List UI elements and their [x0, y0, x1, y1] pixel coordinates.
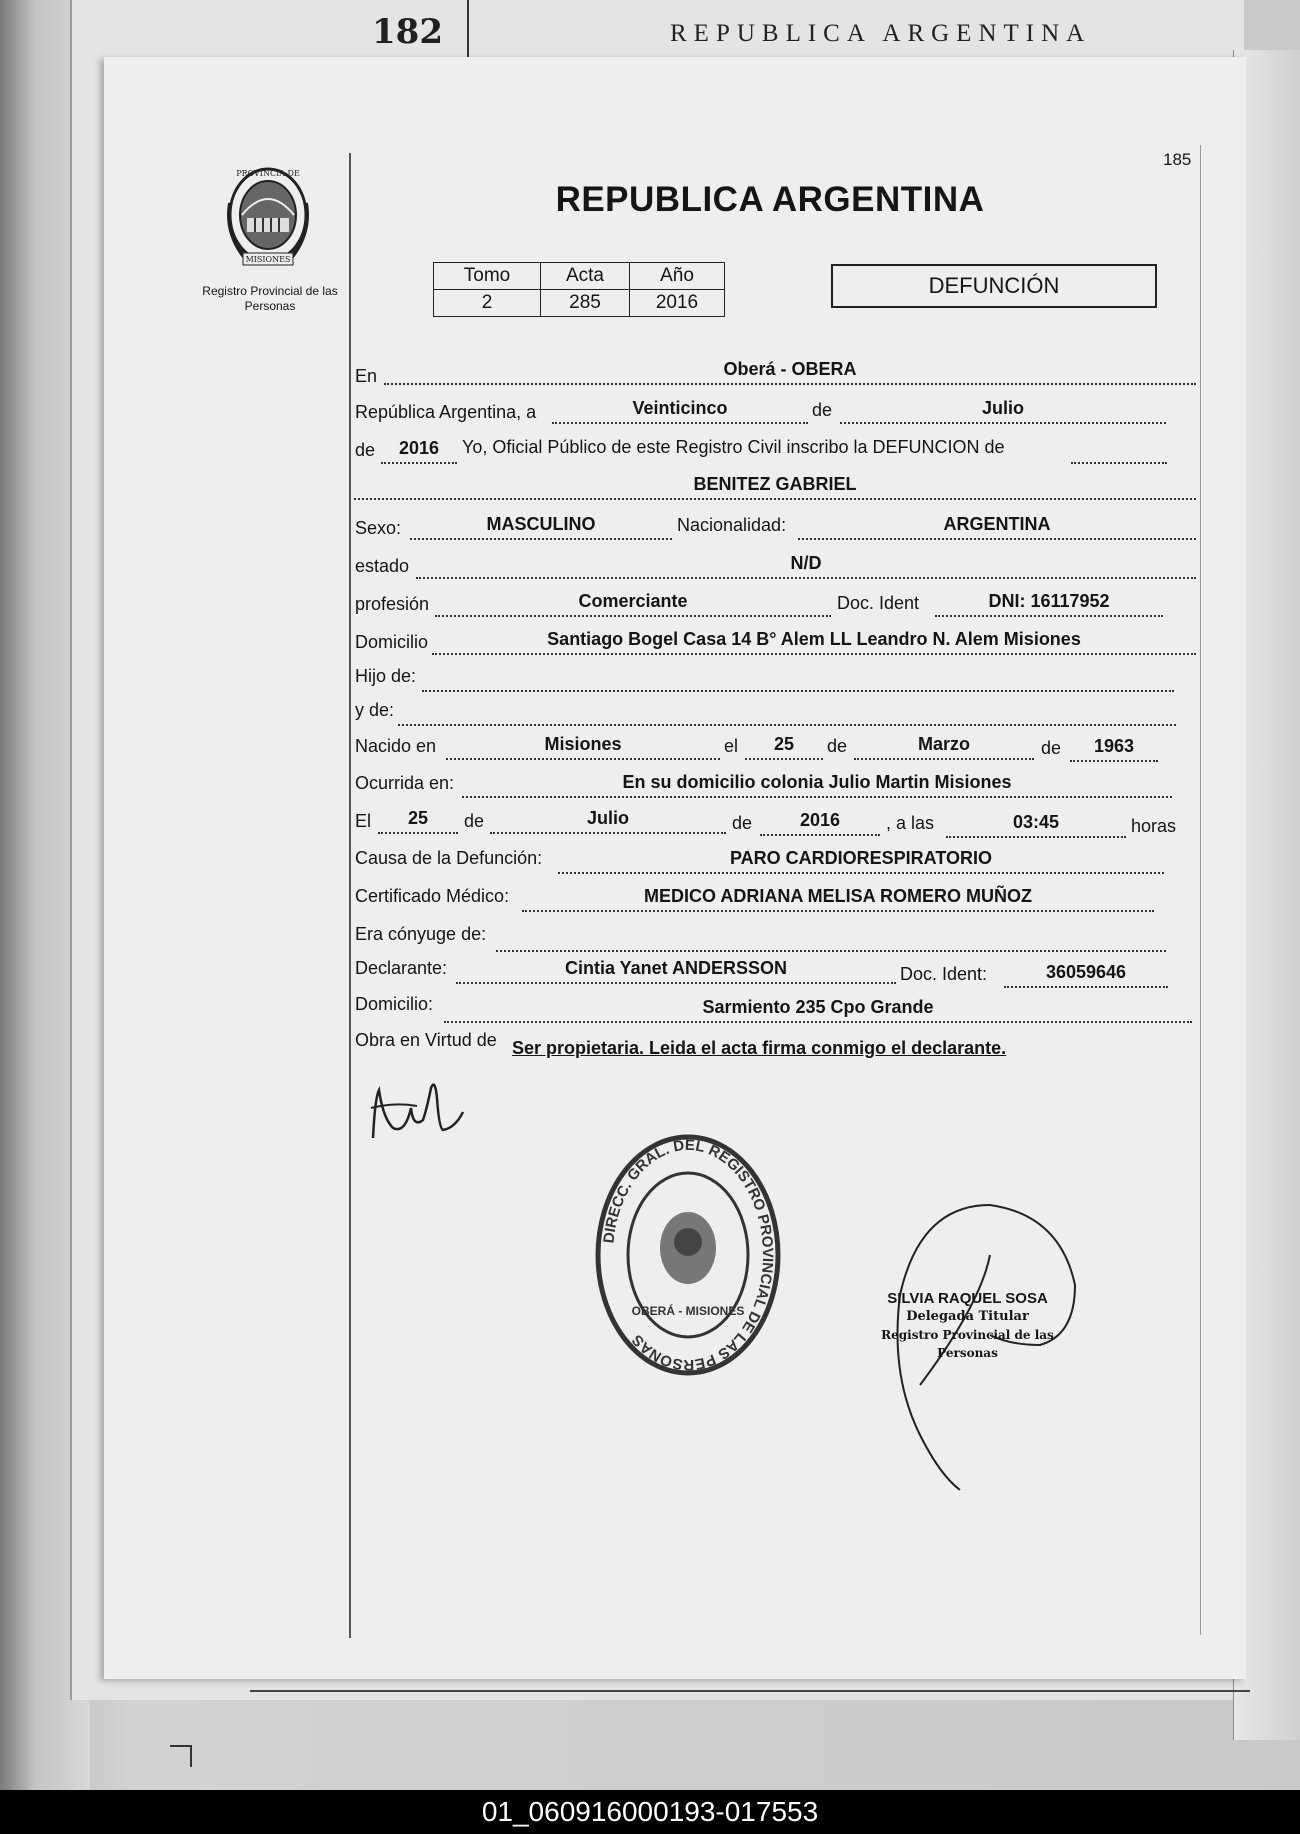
sexo-label: Sexo: [355, 518, 402, 538]
birth-month-field: Marzo [854, 732, 1034, 760]
dni-field: DNI: 16117952 [935, 589, 1163, 617]
table-cell: 2016 [630, 290, 725, 317]
delegate-office: Registro Provincial de las Personas [881, 1328, 1054, 1360]
death-month-field: Julio [490, 806, 726, 834]
declarant-address-field: Sarmiento 235 Cpo Grande [444, 995, 1192, 1023]
death-day-field: 25 [378, 806, 458, 834]
mother-field [398, 698, 1176, 726]
el-label: el [724, 736, 739, 756]
en-label: En [355, 366, 378, 386]
death-time-field: 03:45 [946, 810, 1126, 838]
emblem-top-text: PROVINCIA DE [236, 169, 300, 178]
estado-label: estado [355, 556, 410, 576]
de-label: de [1041, 738, 1062, 758]
signature-icon [365, 1068, 475, 1148]
declarant-field: Cintia Yanet ANDERSSON [456, 956, 896, 984]
profession-field: Comerciante [435, 589, 831, 617]
nacionalidad-label: Nacionalidad: [677, 515, 787, 535]
delegate-stamp [850, 1290, 1085, 1362]
month-field: Julio [840, 396, 1166, 424]
medical-certificate-field: MEDICO ADRIANA MELISA ROMERO MUÑOZ [522, 884, 1154, 912]
seal-inner-text: OBERÁ - MISIONES [631, 1304, 745, 1318]
document-id: 01_060916000193-017553 [481, 1796, 819, 1827]
domicilio2-label: Domicilio: [355, 994, 434, 1014]
birth-place-field: Misiones [446, 732, 720, 760]
declarant-dni-field: 36059646 [1004, 960, 1168, 988]
doc-ident-label: Doc. Ident: [900, 964, 988, 984]
place-field: Oberá - OBERA [384, 357, 1196, 385]
domicilio-label: Domicilio [355, 632, 429, 652]
official-seal-icon [588, 1130, 788, 1380]
table-header: Año [630, 263, 725, 290]
inscribo-text: Yo, Oficial Público de este Registro Civil inscribo la DEFUNCION de [462, 437, 1005, 457]
certificado-label: Certificado Médico: [355, 886, 510, 906]
table-header: Acta [541, 263, 630, 290]
de-label: de [732, 813, 753, 833]
horas-label: horas [1131, 816, 1177, 836]
de-label: de [827, 736, 848, 756]
year-field: 2016 [381, 436, 457, 464]
provincial-emblem-icon [225, 163, 311, 271]
de-label: de [464, 811, 485, 831]
page-title: REPUBLICA ARGENTINA [555, 180, 985, 219]
day-field: Veinticinco [552, 396, 808, 424]
page-number: 185 [1163, 150, 1192, 169]
back-page-number: 182 [372, 12, 443, 52]
address-field: Santiago Bogel Casa 14 B° Alem LL Leandro N. Alem Misiones [432, 627, 1196, 655]
emblem-bottom-text: MISIONES [245, 255, 291, 264]
spouse-field [496, 924, 1166, 952]
de-label: de [355, 440, 376, 460]
back-page-title: REPUBLICA ARGENTINA [670, 20, 1092, 47]
tomo-acta-table [433, 262, 725, 317]
civil-status-field: N/D [416, 551, 1196, 579]
conyuge-label: Era cónyuge de: [355, 924, 487, 944]
republica-label: República Argentina, a [355, 402, 537, 422]
nacido-label: Nacido en [355, 736, 437, 756]
table-cell: 285 [541, 290, 630, 317]
causa-label: Causa de la Defunción: [355, 848, 543, 868]
birth-day-field: 25 [745, 732, 823, 760]
obra-label: Obra en Virtud de [355, 1030, 497, 1050]
father-field [422, 664, 1174, 692]
hijo-label: Hijo de: [355, 666, 417, 686]
doc-ident-label: Doc. Ident [837, 593, 920, 613]
alas-label: , a las [886, 813, 935, 833]
profesion-label: profesión [355, 594, 430, 614]
delegate-role: Delegada Titular [906, 1309, 1029, 1324]
death-place-field: En su domicilio colonia Julio Martin Misiones [462, 770, 1172, 798]
deceased-name-field: BENITEZ GABRIEL [354, 472, 1196, 500]
table-header: Tomo [434, 263, 541, 290]
cause-field: PARO CARDIORESPIRATORIO [558, 846, 1164, 874]
nationality-field: ARGENTINA [798, 512, 1196, 540]
de-label: de [812, 400, 833, 420]
ocurrida-label: Ocurrida en: [355, 773, 455, 793]
birth-year-field: 1963 [1070, 734, 1158, 762]
table-cell: 2 [434, 290, 541, 317]
el2-label: El [355, 811, 372, 831]
declarante-label: Declarante: [355, 958, 448, 978]
delegate-name: SILVIA RAQUEL SOSA [887, 1290, 1048, 1307]
registro-caption: Registro Provincial de las Personas [202, 284, 338, 313]
yde-label: y de: [355, 700, 395, 720]
death-year-field: 2016 [760, 808, 880, 836]
obra-text: Ser propietaria. Leida el acta firma conmigo el declarante. [512, 1038, 1007, 1058]
seal-outer-text: DIRECC. GRAL. DEL REGISTRO PROVINCIAL DE LAS PERSONAS [600, 1136, 777, 1374]
act-type-box: DEFUNCIÓN [831, 264, 1157, 308]
sex-field: MASCULINO [410, 512, 672, 540]
